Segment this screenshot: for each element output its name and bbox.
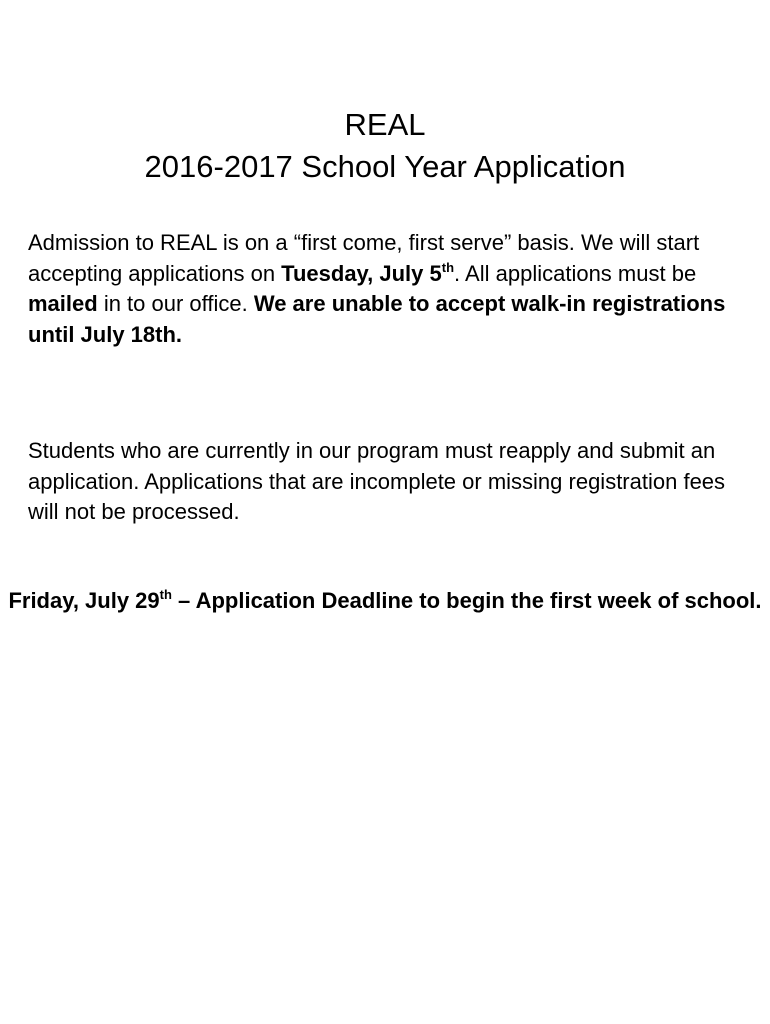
start-date-text: Tuesday, July 5: [281, 260, 442, 286]
title-org-name: REAL: [344, 107, 426, 142]
page-title: [0, 104, 770, 188]
deadline-text: – Application Deadline to begin the first week of school.: [171, 588, 762, 613]
reapply-paragraph: Students who are currently in our program must reapply and submit an application. Applications that are incomplete or missing registration fees will not be processed.: [28, 438, 726, 524]
deadline-date-suffix: th: [159, 587, 172, 602]
admission-text-3: in to our office.: [97, 291, 254, 316]
deadline-date: Friday, July 29: [8, 588, 160, 613]
mailed-emphasis: mailed: [28, 291, 98, 316]
deadline-notice: [0, 585, 770, 616]
admission-text-2: . All applications must be: [454, 260, 697, 286]
admission-paragraph: [28, 228, 748, 350]
title-application-year: 2016-2017 School Year Application: [144, 149, 626, 184]
admission-text-1: Admission to REAL is on a “first come, first serve” basis. We will start accepting applications on: [28, 230, 700, 286]
start-date-suffix: th: [441, 259, 455, 275]
start-date: [281, 261, 454, 286]
walk-in-notice: We are unable to accept walk-in registrations until July 18th.: [28, 291, 726, 347]
